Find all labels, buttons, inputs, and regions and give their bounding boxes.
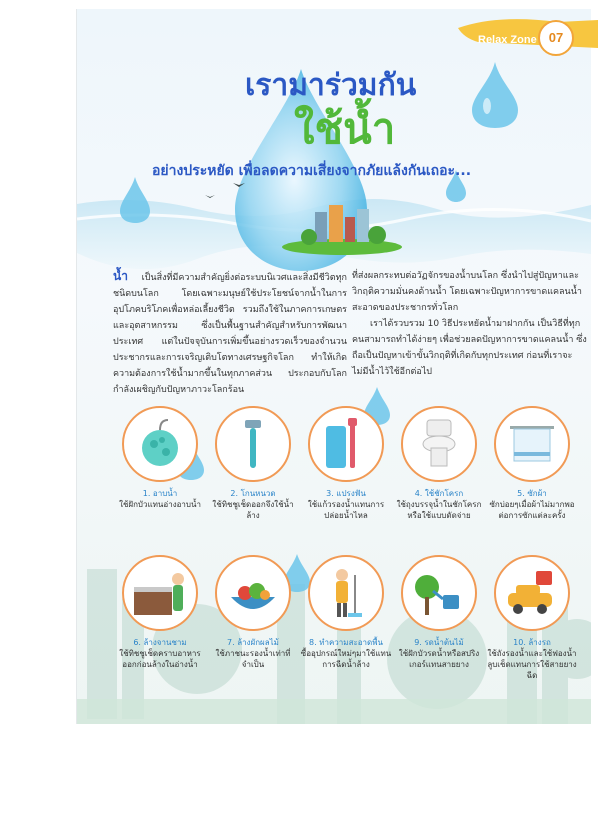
- lead-word: น้ำ: [113, 269, 128, 283]
- tip-circle: [122, 406, 198, 482]
- title-line-1: เรามาร่วมกัน: [245, 68, 417, 103]
- tip-title: 9. รดน้ำต้นไม้: [414, 638, 464, 647]
- tip-title: 2. โกนหนวด: [230, 489, 276, 498]
- article-paragraph: เราได้รวบรวม 10 วิธีประหยัดน้ำมาฝากกัน เป็นวิธีที่ทุกคนสามารถทำได้ง่ายๆ เพื่อช่วยลดปัญหาการขาดแคลนน้ำ ซึ่งถือเป็นปัญหาเข้าขั้นวิกฤติที่เกิดกับทุกประเทศ ก่อนที่เราจะไม่มีน้ำไว้ใช้อีกต่อไป: [352, 319, 587, 377]
- title-line-2: ใช้น้ำ: [294, 104, 396, 153]
- tip-description: ใช้ฝักบัวแทนอ่างอาบน้ำ: [119, 500, 201, 509]
- tip-title: 3. แปรงฟัน: [326, 489, 366, 498]
- tip-circle: [494, 406, 570, 482]
- watering-icon: [403, 557, 475, 629]
- tip-circle: [215, 555, 291, 631]
- tip-circle: [494, 555, 570, 631]
- tip-8: [300, 555, 392, 670]
- tip-description: ใช้ฝักบัวรดน้ำหรือสปริงเกอร์แทนสายยาง: [398, 649, 480, 669]
- tip-description: ซื้ออุปกรณ์ใหม่ๆมาใช้แทนการฉีดน้ำล้าง: [300, 649, 392, 669]
- toothpaste-icon: [310, 408, 382, 480]
- article-paragraph: เป็นสิ่งที่มีความสำคัญยิ่งต่อระบบนิเวศและสิ่งมีชีวิตทุกชนิดบนโลก โดยเฉพาะมนุษย์ใช้ประโยชน์จากน้ำในการอุปโภคบริโภคเพื่อหล่อเลี้ยงชีวิต รวมถึงใช้ในภาคการเกษตรและอุตสาหกรรม ซึ่งเป็นพื้นฐานสำคัญสำหรับการพัฒนาประเทศ แต่ในปัจจุบันการเพิ่มขึ้นอย่างรวดเร็วของจำนวนประชากรและการเจริญเติบโตทางเศรษฐกิจโลก ทำให้เกิดความต้องการใช้น้ำมากขึ้นในทุกภาคส่วน ประกอบกับโลกกำลังเผชิญกับปัญหาภาวะโลกร้อน: [113, 273, 347, 395]
- article-column-2: [352, 268, 587, 380]
- tip-circle: [308, 406, 384, 482]
- tip-3: [300, 406, 392, 521]
- tip-circle: [308, 555, 384, 631]
- tip-description: ใช้ทิชชูเช็ดออกจึงใช้น้ำล้าง: [212, 500, 294, 520]
- mop-icon: [310, 557, 382, 629]
- tip-10: [486, 555, 578, 681]
- tip-circle: [215, 406, 291, 482]
- toilet-icon: [403, 408, 475, 480]
- water-drop-icon: [118, 175, 152, 225]
- tip-description: ใช้ภาชนะรองน้ำเท่าที่จำเป็น: [215, 649, 291, 669]
- section-label: Relax Zone: [478, 34, 537, 46]
- tip-1: [114, 406, 206, 510]
- tip-title: 1. อาบน้ำ: [142, 489, 178, 498]
- tip-circle: [122, 555, 198, 631]
- article-column-1: [113, 268, 347, 398]
- tip-6: [114, 555, 206, 670]
- towel-icon: [496, 408, 568, 480]
- tip-title: 6. ล้างจานชาม: [133, 638, 187, 647]
- tip-title: 8. ทำความสะอาดพื้น: [309, 638, 383, 647]
- tip-title: 4. ใช้ชักโครก: [414, 489, 464, 498]
- page-number: 07: [538, 20, 574, 56]
- tip-title: 5. ซักผ้า: [517, 489, 547, 498]
- tip-circle: [401, 555, 477, 631]
- sponge-icon: [124, 408, 196, 480]
- tip-description: ใช้ถังรองน้ำและใช้ฟองน้ำลูบเช็ดแทนการใช้สายยางฉีด: [487, 649, 577, 680]
- razor-icon: [217, 408, 289, 480]
- article-paragraph: ที่ส่งผลกระทบต่อวัฏจักรของน้ำบนโลก ซึ่งนำไปสู่ปัญหาและวิกฤติความมั่นคงด้านน้ำ โดยเฉพาะปัญหาการขาดแคลนน้ำสะอาดของประชากรทั่วโลก: [352, 271, 582, 313]
- kitchen-icon: [124, 557, 196, 629]
- water-drop-icon: [470, 60, 520, 130]
- tip-description: ซักบ่อยๆเมื่อผ้าไม่มากพอ ต่อการซักแต่ละครั้ง: [489, 500, 575, 520]
- tip-9: [393, 555, 485, 670]
- tip-circle: [401, 406, 477, 482]
- tip-7: [207, 555, 299, 670]
- tip-title: 7. ล้างผักผลไม้: [227, 638, 279, 647]
- tip-description: ใช้ถุงบรรจุน้ำในชักโครกหรือใช้แบบดัดจ่าย: [396, 500, 482, 520]
- tip-2: [207, 406, 299, 521]
- subtitle: อย่างประหยัด เพื่อลดความเสี่ยงจากภัยแล้งกันเถอะ...: [152, 163, 472, 179]
- tip-4: [393, 406, 485, 521]
- vegetables-icon: [217, 557, 289, 629]
- tip-description: ใช้ทิชชูเช็ดคราบอาหารออกก่อนล้างในอ่างน้ำ: [119, 649, 201, 669]
- car-wash-icon: [496, 557, 568, 629]
- tip-description: ใช้แก้วรองน้ำแทนการปล่อยน้ำไหล: [307, 500, 385, 520]
- tip-title: 10. ล้างรถ: [513, 638, 551, 647]
- tip-5: [486, 406, 578, 521]
